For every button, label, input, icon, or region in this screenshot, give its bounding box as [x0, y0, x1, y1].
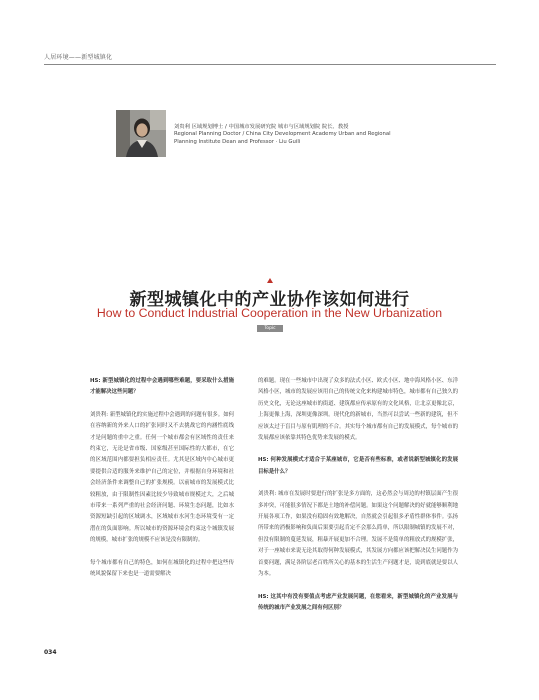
- author-title-en-2: Planning Institute Dean and Professor · Liu Guili: [174, 138, 301, 145]
- question-paragraph: HS: 新型城镇化的过程中会遇到哪些难题，要采取什么措施才能解决这些问题？: [90, 378, 234, 396]
- question-paragraph: HS: 这其中有没有要值点考虑产业发展问题，在您看来，新型城镇化的产业发展与传统的城市产业发展之间有何区别？: [258, 593, 458, 611]
- header-divider: [44, 64, 496, 65]
- article-title-zh: 新型城镇化中的产业协作该如何进行: [129, 290, 410, 310]
- body-paragraph: 每个城市都有自己的特色，如何在城镇化的过程中把这些传统风貌保留下来也是一道需要解决: [90, 559, 234, 578]
- body-paragraph: 的难题。现在一些城市中出现了众多的法式小区、欧式小区、地中海风格小区、东洋风格小区，城市的发展应该用自己的传统文化来构建城市特色，城市都有自己独久的历史文化，无论这座城市的街道、建筑都应传承原有的文化风格，让北京更像北京，上海更像上海，深圳更像深圳。现代化的新城市，当然可以尝试一些新的建筑，但不应该太过于盲目与原有肌理的不合。其实每个城市都有自己的发展模式，每个城市的发展都应该依靠其特色优势来发展的模式。: [258, 378, 458, 442]
- author-name-zh: 刘贵利 区域规划博士 / 中国城市发展研究院 城市与区域规划院 院长、教授: [174, 124, 349, 130]
- answer-paragraph: 刘贵利: 城市在发展时要进行的扩张是多方面的，这必然会与周边的村镇层面产生很多冲突，可能很多情况下都是土地的补偿问题。如果这个问题解决的好就能够顺利地开展各项工作，如果没有稳固有效地解决，自然就会引起很多矛盾性群体事件。弘扬所带来的消极影响和负面后果要引起肯定不会那么简单，所以限制城镇的发展不对，但没有限制的蔓延发展，粗暴开展更加不合理。发展不是简单的粗放式的规模扩张，对于一座城市来说无论其取得何种发展模式，其发展方向都应该把解决民生问题作为首要问题，满足各阶层老百姓所关心的基本的生活生产问题才是，说到底就是要以人为本。: [258, 491, 458, 578]
- title-marker-icon: [267, 278, 273, 283]
- page-number: 034: [44, 649, 57, 656]
- question-paragraph: HS: 何种发展模式才适合于某座城市，它是否有些标准，或者说新型城镇化的发展目标是什么？: [258, 457, 458, 475]
- body-column-right: [258, 376, 458, 614]
- article-title-en: How to Conduct Industrial Cooperation in the New Urbanization: [96, 306, 443, 320]
- running-header: 人居环境——新型城镇化: [44, 54, 113, 61]
- author-info: [174, 124, 424, 146]
- body-column-left: [90, 376, 234, 581]
- answer-paragraph: 刘贵利: 新型城镇化的实施过程中会遇到的问题有很多。如何在容纳新的外来人口的扩张同时又不去挑战它的内涵性底线才是问题的重中之重。任何一个城市都会有区域性的责任来约束它，无论是省市级、国家级甚至国际性的大都市，在它的区域范围内都要担负相应责任。尤其是区域内中心城市更要提供合适的服务来维护自己的定位，并根据自身环境和社会经济条件来调整自己的扩张规模。以前城市的发展模式比较粗放，由于限制性因素比较少导致城市规模过大，之后城市带来一系列严重的社会经济问题、环境生态问题，比如水资源短缺引起的区域调水，区域城市水河生态环境受有一定潜在的负面影响。所以城市的资源环境会约束这个城镇发展的规模，城市扩张的规模不应该是没有限制的。: [90, 411, 234, 544]
- author-title-en-1: Regional Planning Doctor / China City Development Academy Urban and Regional: [174, 131, 391, 138]
- author-photo: [116, 110, 166, 157]
- topic-tag: Topic: [257, 325, 283, 332]
- author-portrait-image: [116, 110, 166, 157]
